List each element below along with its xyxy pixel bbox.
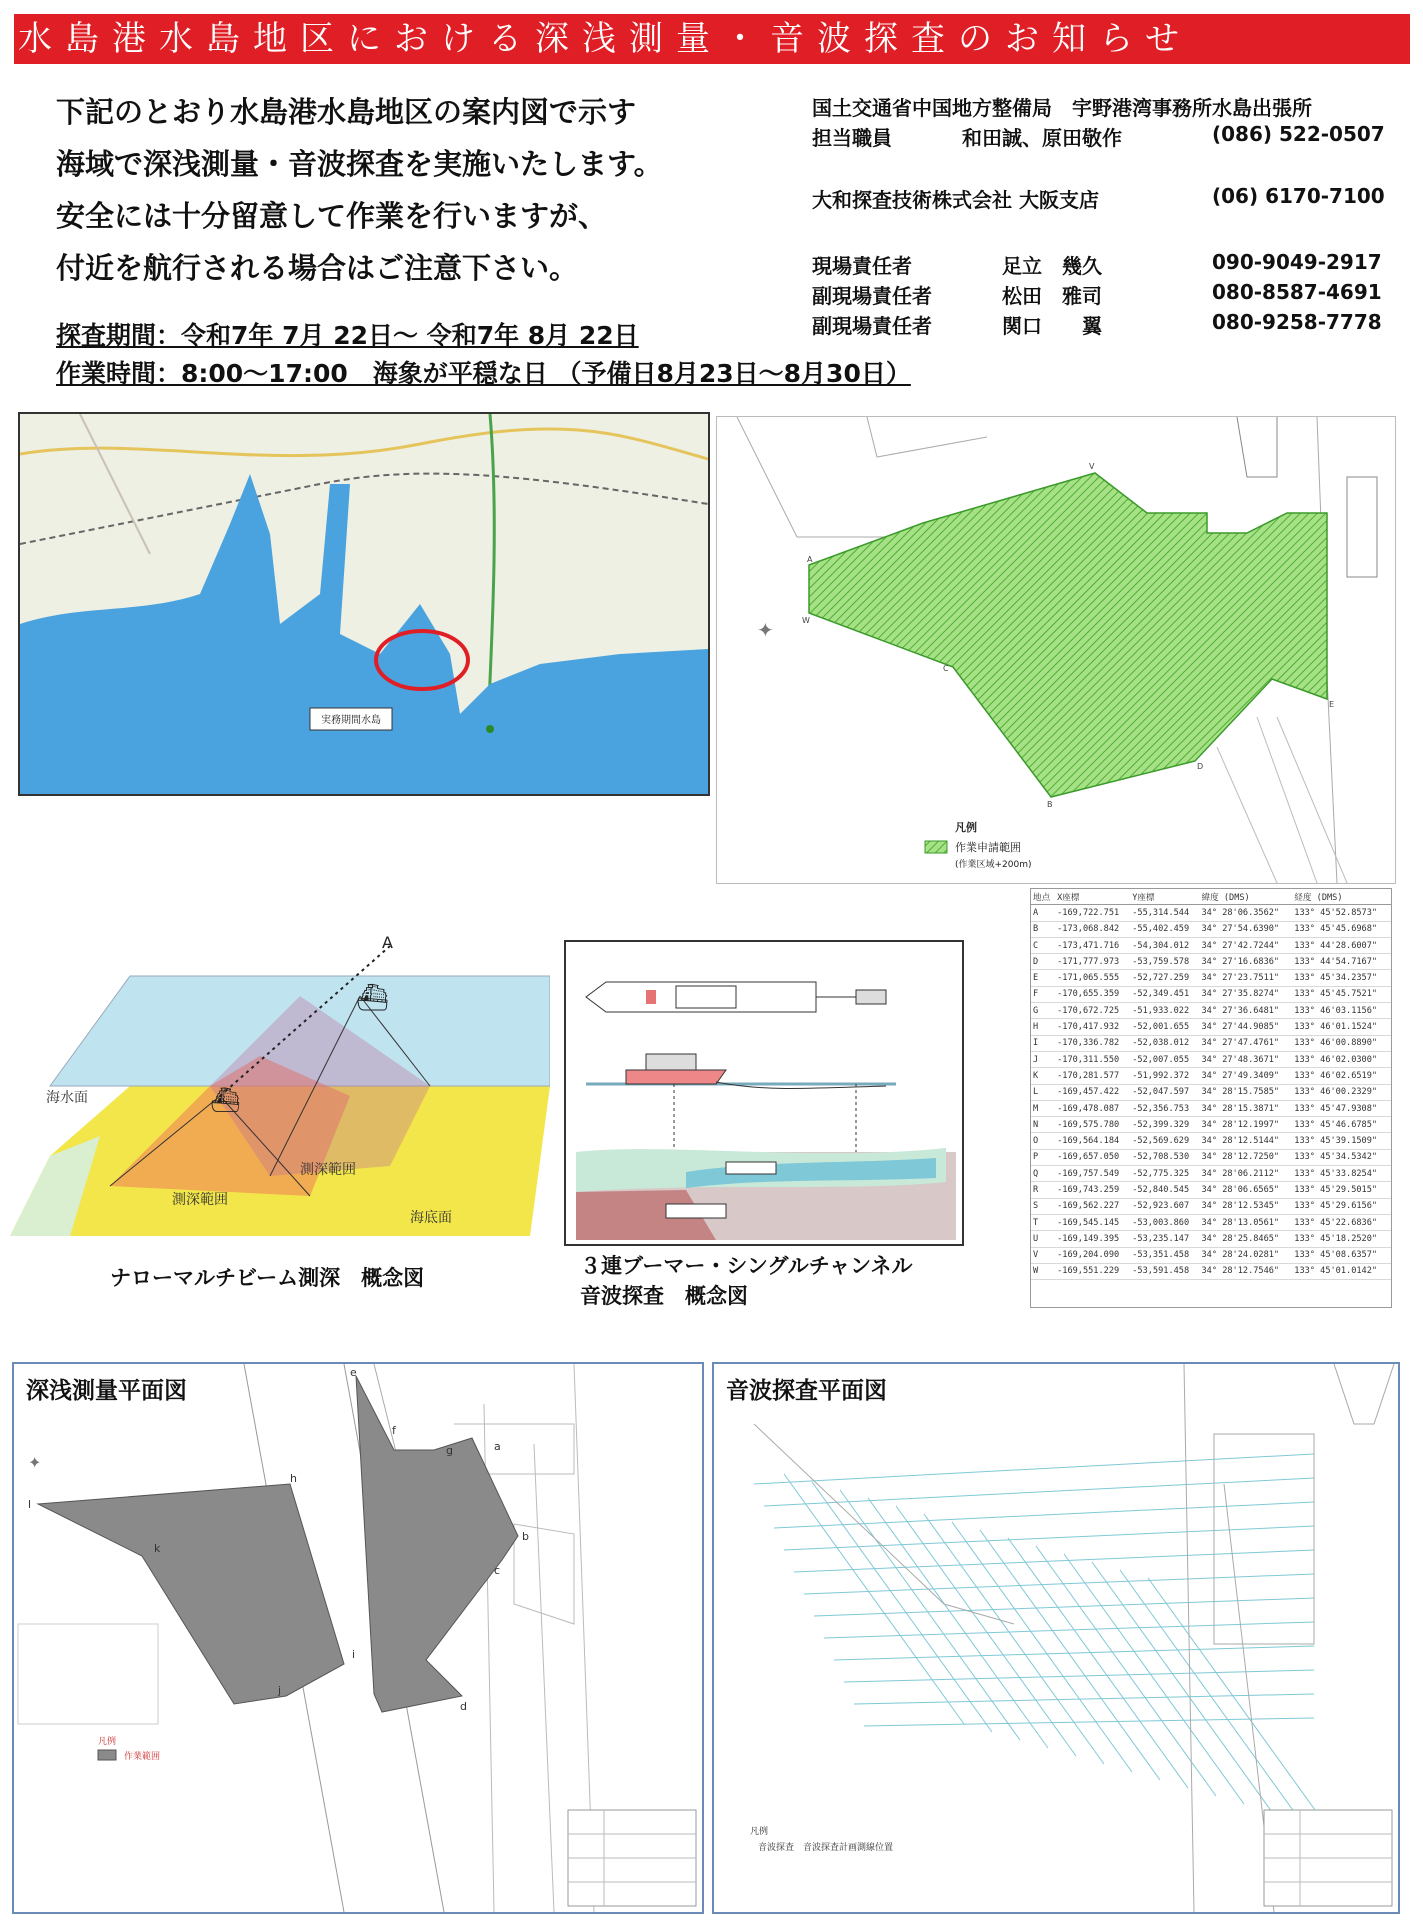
legend-title: 凡例	[955, 821, 977, 834]
direction-label: A	[382, 936, 393, 952]
table-cell: A	[1031, 905, 1055, 921]
table-cell: -169,478.087	[1055, 1100, 1130, 1116]
table-cell: 34° 27'49.3409"	[1200, 1068, 1293, 1084]
table-cell: -52,356.753	[1130, 1100, 1199, 1116]
table-cell: 133° 45'08.6357"	[1292, 1247, 1391, 1263]
work-hours: 作業時間：8:00～17:00 海象が平穏な日 （予備日8月23日～8月30日）	[56, 359, 911, 388]
point-label: W	[802, 616, 810, 625]
depth-plan-title: 深浅測量平面図	[26, 1372, 187, 1405]
table-cell: -169,204.090	[1055, 1247, 1130, 1263]
table-cell: 133° 46'02.0300"	[1292, 1051, 1391, 1067]
table-cell: 34° 27'47.4761"	[1200, 1035, 1293, 1051]
table-cell: 34° 28'06.6565"	[1200, 1182, 1293, 1198]
survey-area-east	[356, 1376, 518, 1712]
table-row	[1031, 1182, 1391, 1198]
multibeam-graphic	[10, 936, 550, 1240]
intro-text	[56, 86, 663, 294]
table-cell: -173,471.716	[1055, 937, 1130, 953]
company-name: 大和探査技術株式会社 大阪支店	[812, 188, 1099, 212]
table-cell: -53,591.458	[1130, 1263, 1199, 1279]
table-cell: -52,569.629	[1130, 1133, 1199, 1149]
table-cell: 133° 45'18.2520"	[1292, 1231, 1391, 1247]
office-phone: (086) 522-0507	[1212, 122, 1385, 146]
table-cell: 133° 46'01.1524"	[1292, 1019, 1391, 1035]
depth-survey-plan	[12, 1362, 704, 1914]
table-row	[1031, 1231, 1391, 1247]
table-cell: H	[1031, 1019, 1055, 1035]
table-cell: 34° 28'12.7546"	[1200, 1263, 1293, 1279]
table-cell: 34° 28'15.7585"	[1200, 1084, 1293, 1100]
table-cell: 34° 28'13.0561"	[1200, 1214, 1293, 1230]
table-cell: 34° 28'12.7250"	[1200, 1149, 1293, 1165]
depth-plan-graphic	[14, 1364, 702, 1912]
table-cell: -54,304.012	[1130, 937, 1199, 953]
table-cell: -169,657.050	[1055, 1149, 1130, 1165]
table-cell: -55,402.459	[1130, 921, 1199, 937]
table-cell: D	[1031, 954, 1055, 970]
table-cell: 133° 45'45.6968"	[1292, 921, 1391, 937]
table-row	[1031, 1019, 1391, 1035]
person-role: 副現場責任者	[812, 314, 932, 338]
boat-icon: ⛴	[210, 1086, 241, 1114]
table-row	[1031, 1133, 1391, 1149]
table-row	[1031, 954, 1391, 970]
table-cell: -169,575.780	[1055, 1117, 1130, 1133]
table-cell: -169,562.227	[1055, 1198, 1130, 1214]
table-cell: V	[1031, 1247, 1055, 1263]
column-header: 緯度 (DMS)	[1200, 889, 1293, 905]
table-cell: -170,281.577	[1055, 1068, 1130, 1084]
column-header: 地点	[1031, 889, 1055, 905]
column-header: X座標	[1055, 889, 1130, 905]
table-cell: 133° 44'54.7167"	[1292, 954, 1391, 970]
table-cell: 34° 27'42.7244"	[1200, 937, 1293, 953]
table-cell: 133° 44'28.6007"	[1292, 937, 1391, 953]
point-label: l	[28, 1498, 32, 1511]
table-row	[1031, 1068, 1391, 1084]
column-header: 経度 (DMS)	[1292, 889, 1391, 905]
table-cell: 133° 46'03.1156"	[1292, 1003, 1391, 1019]
table-cell: 133° 45'46.6785"	[1292, 1117, 1391, 1133]
table-cell: 34° 28'06.3562"	[1200, 905, 1293, 921]
table-cell: 133° 46'02.6519"	[1292, 1068, 1391, 1084]
point-label: b	[522, 1530, 529, 1543]
table-cell: -51,933.022	[1130, 1003, 1199, 1019]
table-cell: 34° 27'36.6481"	[1200, 1003, 1293, 1019]
intro-line: 海域で深浅測量・音波探査を実施いたします。	[56, 147, 663, 181]
table-cell: 133° 45'34.5342"	[1292, 1149, 1391, 1165]
table-cell: -52,399.329	[1130, 1117, 1199, 1133]
table-cell: 34° 28'25.8465"	[1200, 1231, 1293, 1247]
sea-surface-label: 海水面	[46, 1090, 88, 1106]
intro-line: 安全には十分留意して作業を行いますが、	[56, 199, 608, 233]
table-cell: -53,235.147	[1130, 1231, 1199, 1247]
boomer-graphic	[566, 942, 962, 1244]
table-row	[1031, 1198, 1391, 1214]
table-row	[1031, 1247, 1391, 1263]
point-label: D	[1197, 762, 1204, 771]
table-row	[1031, 1003, 1391, 1019]
point-label: C	[943, 664, 949, 673]
coordinate-table	[1030, 888, 1392, 1308]
table-cell: J	[1031, 1051, 1055, 1067]
table-cell: -53,003.860	[1130, 1214, 1199, 1230]
table-cell: -53,759.578	[1130, 954, 1199, 970]
table-cell: -55,314.544	[1130, 905, 1199, 921]
sonic-survey-plan	[712, 1362, 1400, 1914]
table-cell: -52,840.545	[1130, 1182, 1199, 1198]
point-label: a	[494, 1440, 501, 1453]
compass-icon: ✦	[757, 618, 774, 642]
table-cell: -171,065.555	[1055, 970, 1130, 986]
person-phone: 090-9049-2917	[1212, 250, 1382, 274]
company-phone: (06) 6170-7100	[1212, 184, 1385, 208]
table-row	[1031, 970, 1391, 986]
table-cell: I	[1031, 1035, 1055, 1051]
table-cell: -52,349.451	[1130, 986, 1199, 1002]
table-cell: Q	[1031, 1166, 1055, 1182]
table-row	[1031, 1084, 1391, 1100]
column-header: Y座標	[1130, 889, 1199, 905]
table-cell: -52,727.259	[1130, 970, 1199, 986]
work-area-map	[716, 416, 1396, 884]
table-cell: -52,047.597	[1130, 1084, 1199, 1100]
table-cell: 133° 45'39.1509"	[1292, 1133, 1391, 1149]
table-cell: -169,551.229	[1055, 1263, 1130, 1279]
table-cell: E	[1031, 970, 1055, 986]
table-cell: 34° 27'23.7511"	[1200, 970, 1293, 986]
point-label: i	[352, 1648, 356, 1661]
table-cell: B	[1031, 921, 1055, 937]
multibeam-caption: ナローマルチビーム測深 概念図	[110, 1266, 425, 1290]
table-cell: 133° 45'29.5015"	[1292, 1182, 1391, 1198]
table-cell: 133° 45'45.7521"	[1292, 986, 1391, 1002]
intro-line: 下記のとおり水島港水島地区の案内図で示す	[56, 95, 637, 129]
legend-note: (作業区域+200m)	[955, 860, 1032, 870]
table-cell: -52,923.607	[1130, 1198, 1199, 1214]
table-cell: 34° 28'24.0281"	[1200, 1247, 1293, 1263]
table-row	[1031, 1100, 1391, 1116]
table-cell: 133° 45'01.0142"	[1292, 1263, 1391, 1279]
table-row	[1031, 1149, 1391, 1165]
table-cell: -170,311.550	[1055, 1051, 1130, 1067]
table-cell: -52,775.325	[1130, 1166, 1199, 1182]
map-label: 実務期間水島	[321, 715, 381, 726]
compass-icon: ✦	[28, 1453, 42, 1472]
table-cell: R	[1031, 1182, 1055, 1198]
table-row	[1031, 937, 1391, 953]
table-cell: L	[1031, 1084, 1055, 1100]
table-cell: U	[1031, 1231, 1055, 1247]
point-label: j	[278, 1684, 282, 1697]
table-cell: -170,336.782	[1055, 1035, 1130, 1051]
table-cell: -169,722.751	[1055, 905, 1130, 921]
page-title: 水島港水島地区における深浅測量・音波探査のお知らせ	[14, 14, 1410, 64]
table-cell: M	[1031, 1100, 1055, 1116]
person-phone: 080-8587-4691	[1212, 280, 1382, 304]
person-phone: 080-9258-7778	[1212, 310, 1382, 334]
person-name: 足立 幾久	[1002, 254, 1102, 278]
table-cell: 34° 28'06.2112"	[1200, 1166, 1293, 1182]
table-cell: -52,038.012	[1130, 1035, 1199, 1051]
table-row	[1031, 1166, 1391, 1182]
range-label: 測深範囲	[172, 1192, 228, 1208]
legend-item: 音波探査 音波探査計画測線位置	[758, 1843, 894, 1853]
table-cell: P	[1031, 1149, 1055, 1165]
table-cell: -52,007.055	[1130, 1051, 1199, 1067]
boomer-caption-line2: 音波探査 概念図	[580, 1284, 748, 1308]
table-cell: K	[1031, 1068, 1055, 1084]
boomer-caption-line1: ３連ブーマー・シングルチャンネル	[580, 1254, 913, 1278]
table-cell: -170,417.932	[1055, 1019, 1130, 1035]
table-row	[1031, 1214, 1391, 1230]
boat-icon: ⛴	[356, 983, 390, 1013]
table-cell: -169,757.549	[1055, 1166, 1130, 1182]
table-cell: -52,001.655	[1130, 1019, 1199, 1035]
range-label: 測深範囲	[300, 1162, 356, 1178]
point-label: f	[392, 1424, 396, 1437]
table-cell: 133° 45'29.6156"	[1292, 1198, 1391, 1214]
table-cell: 34° 27'48.3671"	[1200, 1051, 1293, 1067]
table-cell: -171,777.973	[1055, 954, 1130, 970]
boomer-diagram	[564, 940, 964, 1246]
point-label: k	[154, 1542, 161, 1555]
point-label: E	[1329, 700, 1335, 709]
work-area-polygon	[809, 473, 1327, 797]
table-cell: 34° 28'12.5144"	[1200, 1133, 1293, 1149]
sonic-plan-graphic	[714, 1364, 1398, 1912]
table-row	[1031, 986, 1391, 1002]
table-cell: -170,672.725	[1055, 1003, 1130, 1019]
work-area-graphic	[717, 417, 1395, 883]
table-cell: 133° 45'34.2357"	[1292, 970, 1391, 986]
table-cell: -51,992.372	[1130, 1068, 1199, 1084]
mini-coordinate-table	[18, 1624, 158, 1724]
table-cell: -169,457.422	[1055, 1084, 1130, 1100]
table-row	[1031, 1051, 1391, 1067]
table-cell: -52,708.530	[1130, 1149, 1199, 1165]
table-cell: 34° 27'16.6836"	[1200, 954, 1293, 970]
point-label: h	[290, 1472, 297, 1485]
table-cell: 34° 28'12.1997"	[1200, 1117, 1293, 1133]
table-cell: -169,564.184	[1055, 1133, 1130, 1149]
point-label: A	[807, 555, 813, 564]
table-cell: N	[1031, 1117, 1055, 1133]
table-cell: 133° 45'52.8573"	[1292, 905, 1391, 921]
table-cell: O	[1031, 1133, 1055, 1149]
table-cell: F	[1031, 986, 1055, 1002]
table-header-row	[1031, 889, 1391, 905]
point-label: B	[1047, 800, 1053, 809]
table-row	[1031, 905, 1391, 921]
table-cell: -173,068.842	[1055, 921, 1130, 937]
location-map	[18, 412, 710, 796]
point-label: d	[460, 1700, 467, 1713]
table-cell: 133° 46'00.2329"	[1292, 1084, 1391, 1100]
legend-title: 凡例	[750, 1827, 769, 1837]
table-cell: 34° 28'12.5345"	[1200, 1198, 1293, 1214]
table-cell: T	[1031, 1214, 1055, 1230]
point-label: V	[1089, 462, 1095, 471]
intro-line: 付近を航行される場合はご注意下さい。	[56, 251, 579, 285]
multibeam-diagram	[10, 936, 550, 1240]
sonic-plan-title: 音波探査平面図	[726, 1372, 887, 1405]
table-cell: G	[1031, 1003, 1055, 1019]
staff-label: 担当職員	[812, 126, 892, 150]
location-map-graphic	[20, 414, 708, 794]
table-cell: -169,149.395	[1055, 1231, 1130, 1247]
table-row	[1031, 1117, 1391, 1133]
table-cell: 34° 28'15.3871"	[1200, 1100, 1293, 1116]
point-label: g	[446, 1444, 453, 1457]
table-cell: S	[1031, 1198, 1055, 1214]
table-cell: C	[1031, 937, 1055, 953]
legend-swatch	[98, 1750, 116, 1760]
table-row	[1031, 921, 1391, 937]
seabed-label: 海底面	[410, 1210, 452, 1226]
table-cell: -170,655.359	[1055, 986, 1130, 1002]
table-row	[1031, 1035, 1391, 1051]
legend-item: 作業申請範囲	[955, 841, 1021, 854]
staff-names: 和田誠、原田敬作	[962, 126, 1122, 150]
point-label: c	[494, 1564, 501, 1577]
survey-period: 探査期間：令和7年 7月 22日～ 令和7年 8月 22日	[56, 321, 639, 350]
legend-title: 凡例	[98, 1737, 117, 1747]
table-cell: W	[1031, 1263, 1055, 1279]
table-cell: 34° 27'35.8274"	[1200, 986, 1293, 1002]
table-cell: 133° 46'00.8890"	[1292, 1035, 1391, 1051]
survey-area-west	[38, 1484, 344, 1704]
table-cell: -169,545.145	[1055, 1214, 1130, 1230]
person-role: 副現場責任者	[812, 284, 932, 308]
table-cell: 34° 27'44.9085"	[1200, 1019, 1293, 1035]
person-role: 現場責任者	[812, 254, 912, 278]
office-name: 国土交通省中国地方整備局 宇野港湾事務所水島出張所	[812, 96, 1312, 120]
table-cell: 133° 45'47.9308"	[1292, 1100, 1391, 1116]
table-cell: -169,743.259	[1055, 1182, 1130, 1198]
legend-swatch	[925, 841, 947, 853]
table-cell: 34° 27'54.6390"	[1200, 921, 1293, 937]
table-cell: 133° 45'33.8254"	[1292, 1166, 1391, 1182]
legend-item: 作業範囲	[124, 1752, 161, 1762]
person-name: 関口 翼	[1002, 314, 1102, 338]
table-row	[1031, 1263, 1391, 1279]
table-cell: 133° 45'22.6836"	[1292, 1214, 1391, 1230]
table-cell: -53,351.458	[1130, 1247, 1199, 1263]
person-name: 松田 雅司	[1002, 284, 1102, 308]
point-label: e	[350, 1366, 357, 1379]
